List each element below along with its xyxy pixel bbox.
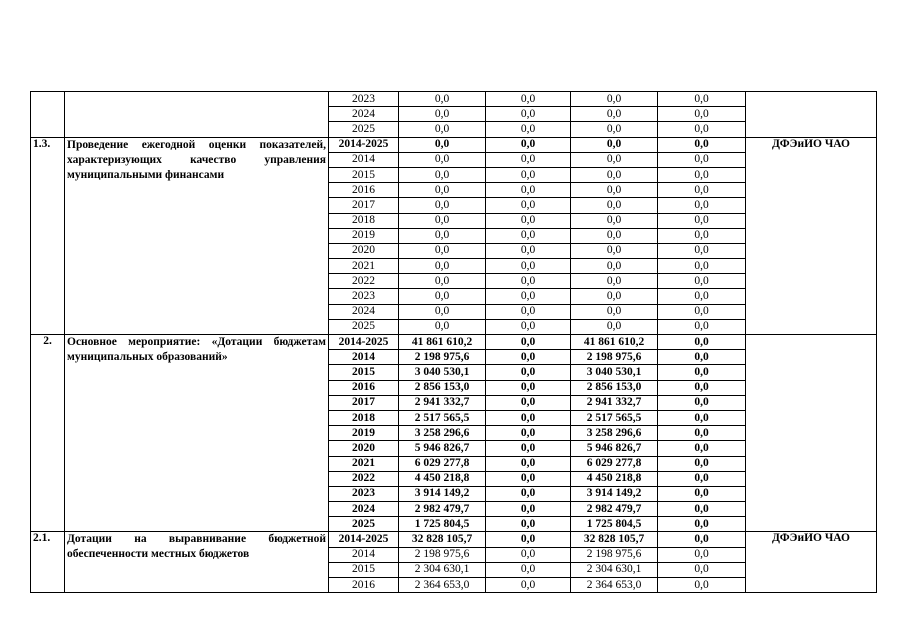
section-index: 2.1.	[31, 532, 65, 593]
section-name	[65, 92, 329, 138]
other-sources-cell: 0,0	[658, 502, 746, 517]
total-amount-cell: 2 364 653,0	[399, 578, 486, 593]
regional-budget-cell: 2 517 565,5	[571, 410, 658, 425]
federal-budget-cell: 0,0	[486, 289, 571, 304]
regional-budget-cell: 0,0	[571, 213, 658, 228]
other-sources-cell: 0,0	[658, 213, 746, 228]
other-sources-cell: 0,0	[658, 198, 746, 213]
period-cell: 2022	[329, 471, 399, 486]
other-sources-cell: 0,0	[658, 350, 746, 365]
table-row	[31, 335, 877, 350]
total-amount-cell: 0,0	[399, 228, 486, 243]
federal-budget-cell: 0,0	[486, 365, 571, 380]
other-sources-cell: 0,0	[658, 395, 746, 410]
other-sources-cell: 0,0	[658, 152, 746, 167]
federal-budget-cell: 0,0	[486, 167, 571, 182]
other-sources-cell: 0,0	[658, 410, 746, 425]
other-sources-cell: 0,0	[658, 456, 746, 471]
federal-budget-cell: 0,0	[486, 456, 571, 471]
other-sources-cell: 0,0	[658, 137, 746, 152]
federal-budget-cell: 0,0	[486, 183, 571, 198]
period-cell: 2025	[329, 517, 399, 532]
federal-budget-cell: 0,0	[486, 152, 571, 167]
federal-budget-cell: 0,0	[486, 122, 571, 137]
total-amount-cell: 3 040 530,1	[399, 365, 486, 380]
regional-budget-cell: 0,0	[571, 107, 658, 122]
total-amount-cell: 2 517 565,5	[399, 410, 486, 425]
regional-budget-cell: 3 040 530,1	[571, 365, 658, 380]
federal-budget-cell: 0,0	[486, 350, 571, 365]
total-amount-cell: 0,0	[399, 304, 486, 319]
federal-budget-cell: 0,0	[486, 213, 571, 228]
other-sources-cell: 0,0	[658, 380, 746, 395]
other-sources-cell: 0,0	[658, 274, 746, 289]
other-sources-cell: 0,0	[658, 532, 746, 547]
total-amount-cell: 0,0	[399, 183, 486, 198]
period-cell: 2016	[329, 578, 399, 593]
regional-budget-cell: 0,0	[571, 122, 658, 137]
federal-budget-cell: 0,0	[486, 92, 571, 107]
regional-budget-cell: 6 029 277,8	[571, 456, 658, 471]
regional-budget-cell: 0,0	[571, 289, 658, 304]
other-sources-cell: 0,0	[658, 167, 746, 182]
period-cell: 2023	[329, 289, 399, 304]
federal-budget-cell: 0,0	[486, 502, 571, 517]
federal-budget-cell: 0,0	[486, 517, 571, 532]
regional-budget-cell: 0,0	[571, 167, 658, 182]
regional-budget-cell: 0,0	[571, 319, 658, 334]
period-cell: 2014-2025	[329, 335, 399, 350]
total-amount-cell: 4 450 218,8	[399, 471, 486, 486]
total-amount-cell: 6 029 277,8	[399, 456, 486, 471]
period-cell: 2017	[329, 198, 399, 213]
total-amount-cell: 0,0	[399, 289, 486, 304]
total-amount-cell: 1 725 804,5	[399, 517, 486, 532]
federal-budget-cell: 0,0	[486, 198, 571, 213]
federal-budget-cell: 0,0	[486, 137, 571, 152]
total-amount-cell: 3 258 296,6	[399, 426, 486, 441]
period-cell: 2019	[329, 228, 399, 243]
period-cell: 2025	[329, 319, 399, 334]
period-cell: 2022	[329, 274, 399, 289]
regional-budget-cell: 2 856 153,0	[571, 380, 658, 395]
regional-budget-cell: 0,0	[571, 198, 658, 213]
federal-budget-cell: 0,0	[486, 578, 571, 593]
other-sources-cell: 0,0	[658, 441, 746, 456]
federal-budget-cell: 0,0	[486, 532, 571, 547]
period-cell: 2016	[329, 183, 399, 198]
total-amount-cell: 32 828 105,7	[399, 532, 486, 547]
regional-budget-cell: 2 304 630,1	[571, 562, 658, 577]
period-cell: 2014	[329, 152, 399, 167]
other-sources-cell: 0,0	[658, 365, 746, 380]
federal-budget-cell: 0,0	[486, 547, 571, 562]
section-name: Дотации на выравнивание бюджетной обеспеченности местных бюджетов	[65, 532, 329, 593]
period-cell: 2014	[329, 547, 399, 562]
total-amount-cell: 0,0	[399, 122, 486, 137]
period-cell: 2021	[329, 259, 399, 274]
other-sources-cell: 0,0	[658, 426, 746, 441]
total-amount-cell: 0,0	[399, 167, 486, 182]
federal-budget-cell: 0,0	[486, 562, 571, 577]
section-name: Основное мероприятие: «Дотации бюджетам муниципальных образований»	[65, 335, 329, 532]
total-amount-cell: 0,0	[399, 92, 486, 107]
other-sources-cell: 0,0	[658, 471, 746, 486]
other-sources-cell: 0,0	[658, 486, 746, 501]
section-index: 1.3.	[31, 137, 65, 334]
other-sources-cell: 0,0	[658, 335, 746, 350]
total-amount-cell: 0,0	[399, 319, 486, 334]
executor-cell	[746, 92, 877, 138]
total-amount-cell: 5 946 826,7	[399, 441, 486, 456]
total-amount-cell: 2 856 153,0	[399, 380, 486, 395]
total-amount-cell: 0,0	[399, 259, 486, 274]
total-amount-cell: 2 941 332,7	[399, 395, 486, 410]
budget-table	[30, 91, 877, 593]
regional-budget-cell: 2 198 975,6	[571, 350, 658, 365]
other-sources-cell: 0,0	[658, 183, 746, 198]
federal-budget-cell: 0,0	[486, 335, 571, 350]
regional-budget-cell: 41 861 610,2	[571, 335, 658, 350]
executor-cell: ДФЭиИО ЧАО	[746, 532, 877, 593]
federal-budget-cell: 0,0	[486, 107, 571, 122]
other-sources-cell: 0,0	[658, 304, 746, 319]
other-sources-cell: 0,0	[658, 122, 746, 137]
regional-budget-cell: 2 364 653,0	[571, 578, 658, 593]
federal-budget-cell: 0,0	[486, 228, 571, 243]
other-sources-cell: 0,0	[658, 243, 746, 258]
regional-budget-cell: 3 258 296,6	[571, 426, 658, 441]
regional-budget-cell: 4 450 218,8	[571, 471, 658, 486]
period-cell: 2023	[329, 92, 399, 107]
period-cell: 2024	[329, 502, 399, 517]
other-sources-cell: 0,0	[658, 259, 746, 274]
period-cell: 2025	[329, 122, 399, 137]
period-cell: 2015	[329, 167, 399, 182]
period-cell: 2023	[329, 486, 399, 501]
total-amount-cell: 3 914 149,2	[399, 486, 486, 501]
regional-budget-cell: 1 725 804,5	[571, 517, 658, 532]
federal-budget-cell: 0,0	[486, 380, 571, 395]
total-amount-cell: 2 198 975,6	[399, 547, 486, 562]
other-sources-cell: 0,0	[658, 547, 746, 562]
regional-budget-cell: 0,0	[571, 304, 658, 319]
total-amount-cell: 2 198 975,6	[399, 350, 486, 365]
federal-budget-cell: 0,0	[486, 426, 571, 441]
period-cell: 2019	[329, 426, 399, 441]
table-row	[31, 532, 877, 547]
period-cell: 2016	[329, 380, 399, 395]
section-name: Проведение ежегодной оценки показателей, характеризующих качество управления муниципальными финансами	[65, 137, 329, 334]
total-amount-cell: 0,0	[399, 107, 486, 122]
regional-budget-cell: 0,0	[571, 274, 658, 289]
period-cell: 2014-2025	[329, 532, 399, 547]
federal-budget-cell: 0,0	[486, 441, 571, 456]
federal-budget-cell: 0,0	[486, 304, 571, 319]
period-cell: 2024	[329, 304, 399, 319]
other-sources-cell: 0,0	[658, 517, 746, 532]
total-amount-cell: 0,0	[399, 137, 486, 152]
other-sources-cell: 0,0	[658, 319, 746, 334]
regional-budget-cell: 5 946 826,7	[571, 441, 658, 456]
executor-cell: ДФЭиИО ЧАО	[746, 137, 877, 334]
section-index: 2.	[31, 335, 65, 532]
other-sources-cell: 0,0	[658, 107, 746, 122]
other-sources-cell: 0,0	[658, 562, 746, 577]
period-cell: 2018	[329, 213, 399, 228]
federal-budget-cell: 0,0	[486, 410, 571, 425]
total-amount-cell: 2 982 479,7	[399, 502, 486, 517]
period-cell: 2015	[329, 562, 399, 577]
regional-budget-cell: 0,0	[571, 92, 658, 107]
regional-budget-cell: 0,0	[571, 259, 658, 274]
table-body	[31, 92, 877, 593]
total-amount-cell: 0,0	[399, 152, 486, 167]
regional-budget-cell: 2 982 479,7	[571, 502, 658, 517]
federal-budget-cell: 0,0	[486, 471, 571, 486]
period-cell: 2018	[329, 410, 399, 425]
regional-budget-cell: 0,0	[571, 137, 658, 152]
period-cell: 2024	[329, 107, 399, 122]
other-sources-cell: 0,0	[658, 289, 746, 304]
total-amount-cell: 41 861 610,2	[399, 335, 486, 350]
period-cell: 2020	[329, 441, 399, 456]
table-row	[31, 92, 877, 107]
table-row	[31, 137, 877, 152]
federal-budget-cell: 0,0	[486, 243, 571, 258]
regional-budget-cell: 2 941 332,7	[571, 395, 658, 410]
executor-cell	[746, 335, 877, 532]
regional-budget-cell: 0,0	[571, 228, 658, 243]
other-sources-cell: 0,0	[658, 92, 746, 107]
regional-budget-cell: 0,0	[571, 152, 658, 167]
period-cell: 2021	[329, 456, 399, 471]
federal-budget-cell: 0,0	[486, 274, 571, 289]
period-cell: 2014	[329, 350, 399, 365]
total-amount-cell: 0,0	[399, 213, 486, 228]
total-amount-cell: 0,0	[399, 243, 486, 258]
other-sources-cell: 0,0	[658, 228, 746, 243]
total-amount-cell: 2 304 630,1	[399, 562, 486, 577]
section-index	[31, 92, 65, 138]
other-sources-cell: 0,0	[658, 578, 746, 593]
regional-budget-cell: 3 914 149,2	[571, 486, 658, 501]
period-cell: 2017	[329, 395, 399, 410]
total-amount-cell: 0,0	[399, 274, 486, 289]
regional-budget-cell: 0,0	[571, 243, 658, 258]
federal-budget-cell: 0,0	[486, 395, 571, 410]
regional-budget-cell: 2 198 975,6	[571, 547, 658, 562]
federal-budget-cell: 0,0	[486, 319, 571, 334]
period-cell: 2014-2025	[329, 137, 399, 152]
regional-budget-cell: 0,0	[571, 183, 658, 198]
period-cell: 2015	[329, 365, 399, 380]
period-cell: 2020	[329, 243, 399, 258]
federal-budget-cell: 0,0	[486, 486, 571, 501]
federal-budget-cell: 0,0	[486, 259, 571, 274]
total-amount-cell: 0,0	[399, 198, 486, 213]
regional-budget-cell: 32 828 105,7	[571, 532, 658, 547]
